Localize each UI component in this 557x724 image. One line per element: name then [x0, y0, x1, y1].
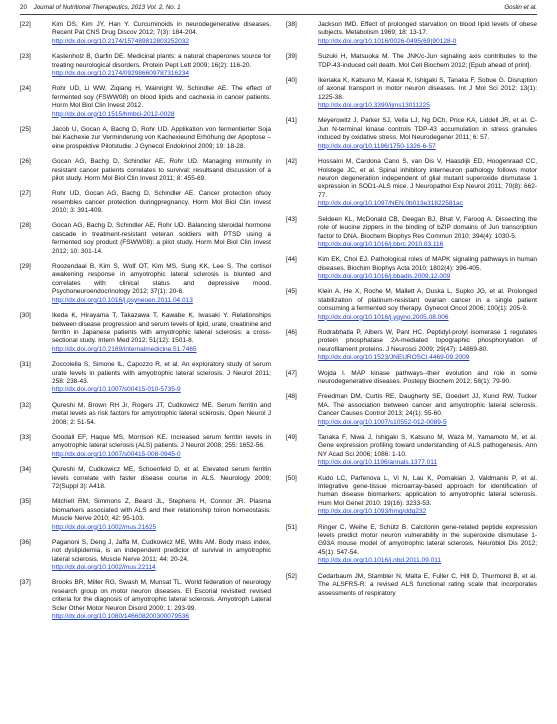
reference-item [20, 434, 271, 459]
reference-item [20, 312, 271, 354]
reference-text: Ikenaka K, Katsuno M, Kawai K, Ishigaki S, Tanaka F, Sobue G. Disruption of axonal transport in motor neuron diseases. Int J Mol Sci 2012; 13(1): 1225-38. [318, 76, 537, 101]
reference-item [20, 361, 271, 395]
reference-number: [35] [20, 498, 31, 506]
reference-text: Rohr UD, Li WW, Ziqiang H, Wainright W, Schindler AE. The effect of fermented soy (FSWW08) on blood lipids and cachexia in cancer patients. Horm Mol Biol Clin Invest 2012. [52, 85, 271, 110]
header-authors: Goslin et al. [504, 4, 537, 11]
reference-number: [46] [286, 328, 297, 336]
doi-link[interactable]: http://dx.doi.org/10.1016/j.nbd.2011.09.011 [318, 557, 441, 565]
reference-item [20, 222, 271, 256]
reference-item [286, 117, 537, 151]
reference-text: Gocan AG, Bachg D, Schindler AE, Rohr UD. Managing immunity in resistant cancer patients correlates to survival: resultsand discussion of a pilot study. Horm Mol Biol Clin Invest 2011; 8: 455-69. [52, 158, 271, 182]
reference-item [286, 21, 537, 46]
doi-link[interactable]: http://dx.doi.org/10.1002/mus.22114 [52, 564, 156, 572]
reference-number: [32] [20, 401, 31, 409]
reference-text: Kudo LC, Parfenova L, Vi N, Lau K, Pomakian J, Valdmanis P, et al. Integrative gene-tissue microarray-based approach for identification of human disease biomarkers: application to amyotrophic lateral sclerosis. Hum Mol Genet 2010; 19(16): 3233-53. [318, 474, 537, 507]
doi-link[interactable]: http://dx.doi.org/10.2174/092986609787316234 [52, 70, 189, 78]
doi-link[interactable]: http://dx.doi.org/10.1097/NEN.0b013e31822581ac [318, 200, 463, 208]
reference-text: Freedman DM, Curtis RE, Daugherty SE, Goedert JJ, Kuncl RW, Tucker MA. The association between cancer and amyotrophic lateral sclerosis. Cancer Causes Control 2013; 24(1): 55-60. [318, 393, 537, 418]
reference-text: Rohr UD, Gocan AG, Bachg D, Schindler AE. Cancer protection ofsoy resembles cancer protection duringpregnancy. Horm Mol Biol Clin Invest 2010; 3: 391-409. [52, 190, 271, 215]
doi-link[interactable]: http://dx.doi.org/10.1016/j.psyneuen.2011.04.013 [52, 296, 193, 304]
reference-text: Seldeen KL, McDonald CB, Deegan BJ, Bhat V, Farooq A. Dissecting the role of leucine zippers in the binding of bZIP domains of Jun transcription factor to DNA. Biochem Biophys Res Commun 2010; 394(4): 1030-5. [318, 215, 537, 240]
reference-number: [47] [286, 369, 297, 377]
doi-link[interactable]: http://dx.doi.org/10.1016/0026-0495(69)90128-0 [318, 37, 457, 45]
reference-text: Brooks BR, Miller RG, Swash M, Munsat TL. World federation of neurology research group on motor neuron diseases. El Escorial revisited: revised criteria for the diagnosis of amyotrophic lateral sclerosis. Amyotroph Lateral Scler Other Motor Neuron Disord 2000; 1: 293-99. [52, 579, 271, 612]
doi-link[interactable]: http://dx.doi.org/10.1186/1750-1326-6-57 [318, 142, 436, 150]
reference-item [20, 498, 271, 532]
doi-link[interactable]: http://dx.doi.org/10.1196/annals.1377.011 [318, 459, 438, 467]
reference-item [286, 434, 537, 468]
reference-item [20, 466, 271, 491]
reference-text: Paganoni S, Deng J, Jaffa M, Cudkowicz ME, Wills AM. Body mass index, not dyslipidemia, is an independent predictor of survival in amyotrophic lateral sclerosis. Muscle Nerve 2011; 44: 20-24. [52, 538, 271, 563]
reference-number: [42] [286, 158, 297, 166]
reference-number: [43] [286, 215, 297, 223]
reference-number: [45] [286, 288, 297, 296]
reference-text: Tanaka F, Niwa J, Ishigaki S, Katsuno M, Waza M, Yamamoto M, et al. Gene expression profiling toward understanding of ALS pathogenesis. Ann NY Acad Sci 2006; 1086: 1-10. [318, 433, 537, 458]
reference-number: [27] [20, 190, 31, 198]
reference-text: Gocan AG, Bachg D, Schindler AE, Rohr UD. Balancing steroidal hormone cascade in treatment-resistant veteran soldiers with PTSD using a fermented soy product (FSWW08): a pilot study. Horm Mol Biol Clin Invest 2012; 10: 301-14. [52, 222, 271, 255]
running-header [20, 3, 537, 13]
reference-item [286, 288, 537, 322]
reference-text: Klein A, He X, Roche M, Mallett A, Duska L, Supko JG, et al. Prolonged stabilization of platinum-resistant ovarian cancer in a single patient consuming a fermented soy therapy. Gynecol Oncol 2006; 100(1): 205-9. [318, 288, 537, 313]
reference-text: Ringer C, Weihe E, Schütz B. Calcitonin gene-related peptide expression levels predict motor neuron vulnerability in the superoxide dismutase 1-G93A mouse model of amyotrophic lateral sclerosis. Neurobiol Dis 2012; 45(1): 547-54. [318, 523, 537, 556]
reference-column-right [286, 21, 537, 605]
reference-item [286, 77, 537, 111]
journal-title: Journal of Nutritional Therapeutics, 2013 Vol. 2, No. 1 [33, 4, 181, 11]
reference-text: Zoccolella S, Simone IL, Capozzo R, et al. An exploratory study of serum urate levels in patients with amyotrophic lateral sclerosis. J Neurol 2011; 258: 238-43. [52, 361, 271, 386]
reference-item [20, 579, 271, 621]
reference-text: Meyerowitz J, Parker SJ, Vella LJ, Ng DCh, Price KA, Liddell JR, et al. C-Jun N-terminal kinase controls TDP-43 accumulation in stress granules induced by oxidative stress. Mol Neurodegener 2011; 6: 57. [318, 117, 537, 142]
reference-item [286, 573, 537, 598]
reference-item [286, 256, 537, 281]
reference-text: Suzuki H, Matsuoka M. The JNK/c-Jun signaling axis contributes to the TDP-43-induced cell death. Mol Cell Biochem 2012; [Epub ahead of print]. [318, 53, 537, 69]
reference-text: Hossaini M, Cardona Cano S, van Dis V, Haasdijk ED, Hoogenraad CC, Holstege JC, et al. Spinal inhibitory interneuron pathology follows motor neuron degeneration independent of glial mutant superoxide dismutase 1 expression in SOD1-ALS mice. J Neuropathol Exp Neurol 2011; 70(8): 662-77. [318, 158, 537, 199]
reference-number: [31] [20, 361, 31, 369]
reference-number: [28] [20, 222, 31, 230]
doi-link[interactable]: http://dx.doi.org/10.1523/JNEUROSCI.4469-09.2009 [318, 354, 470, 362]
reference-number: [34] [20, 466, 31, 474]
reference-number: [24] [20, 85, 31, 93]
doi-link[interactable]: http://dx.doi.org/10.1016/j.bbadis.2009.12.009 [318, 273, 451, 281]
reference-item [20, 539, 271, 573]
reference-text: Qureshi M, Cudkowicz ME, Schoenfeld D, et al. Elevated serum ferritin levels correlate with faster disease course in ALS. Neurology 2009; 72(Suppl 3): A418. [52, 466, 271, 490]
reference-text: Wojda I. MAP kinase pathways--their evolution and role in some neurodegenerative diseases. Postepy Biochem 2012; 58(1): 79-90. [318, 369, 537, 386]
doi-link[interactable]: http://dx.doi.org/10.1515/hmbci-2012-0028 [52, 110, 175, 118]
reference-item [20, 85, 271, 119]
doi-link[interactable]: http://dx.doi.org/10.1093/hmg/ddq232 [318, 508, 427, 516]
reference-item [20, 402, 271, 427]
doi-link[interactable]: http://dx.doi.org/10.1007/s10552-012-0089-5 [318, 418, 447, 426]
reference-number: [26] [20, 158, 31, 166]
reference-item [286, 524, 537, 566]
reference-text: Jackson IMD. Effect of prolonged starvation on blood lipid levels of obese subjects. Metabolism 1969; 18: 13-17. [318, 21, 537, 37]
reference-item [20, 190, 271, 215]
reference-item [20, 53, 271, 78]
reference-number: [38] [286, 21, 297, 28]
reference-item [20, 21, 271, 46]
doi-link[interactable]: http://dx.doi.org/10.1007/s00415-008-0945-0 [52, 450, 181, 458]
reference-number: [50] [286, 474, 297, 482]
doi-link[interactable]: http://dx.doi.org/10.1016/j.ygyno.2005.08.006 [318, 313, 449, 321]
doi-link[interactable]: http://dx.doi.org/10.2169/internalmedicine.51.7465 [52, 345, 197, 353]
doi-link[interactable]: http://dx.doi.org/10.1007/s00415-010-5735-9 [52, 386, 181, 394]
reference-item [286, 216, 537, 250]
page-number: 20 [20, 4, 27, 11]
reference-text: Mitchell RM, Simmons Z, Beard JL, Stephens H, Connor JR. Plasma biomarkers associated with ALS and their relationship toiron homeostasis. Muscle Nerve 2010; 42: 95-103. [52, 498, 271, 523]
reference-text: Kastenholz B, Garfin DE. Medicinal plants: a natural chaperones source for treating neurological disorders. Protein Pept Lett 2009; 16(2): 116-20. [52, 53, 271, 69]
reference-number: [41] [286, 117, 297, 125]
reference-number: [51] [286, 523, 297, 531]
reference-number: [48] [286, 393, 297, 401]
reference-text: Jacob U, Gocan A, Bachg D, Rohr UD. Applikation von fermentierter Soja bei Kachexie zur Verminderung von Kachexieund Erhöhung der Apoptose – eine prospektive Pilotstudie. J Gynecol Endokrinol 2009; 19: 18-28. [52, 125, 271, 150]
reference-item [286, 329, 537, 363]
reference-number: [40] [286, 76, 297, 84]
doi-link[interactable]: http://dx.doi.org/10.2174/157489812803252032 [52, 37, 189, 45]
reference-item [20, 126, 271, 151]
reference-text: Kim DS, Kim JY, Han Y. Curcuminoids in neurodegenerative diseases. Recent Pat CNS Drug Discov 2012; 7(3): 184-204. [52, 21, 271, 37]
reference-number: [37] [20, 579, 31, 587]
reference-number: [25] [20, 125, 31, 133]
reference-text: Cedarbaum JM, Stambler N, Malta E, Fuller C, Hilt D, Thurmond B, et al. The ALSFRS-R: a revised ALS functional rating scale that incorporates assessments of respiratory [318, 572, 537, 597]
reference-text: Goodall EF, Haque MS, Morrison KE. Increased serum ferritin levels in amyotrophic lateral sclerosis (ALS) patients. J Neurol 2008; 255: 1652-56. [52, 433, 271, 450]
reference-item [20, 158, 271, 183]
header-rule [20, 14, 537, 15]
reference-text: Ikeda K, Hirayama T, Takazawa T, Kawabe K, Iwasaki Y. Relationships between disease progression and serum levels of lipid, urate, creatinine and ferritin in Japanese patients with amyotrophic lateral sclerosis: a cross-sectional study. Intern Med 2012; 51(12): 1501-8. [52, 312, 271, 345]
reference-number: [33] [20, 433, 31, 441]
reference-number: [36] [20, 538, 31, 546]
doi-link[interactable]: http://dx.doi.org/10.1016/j.bbrc.2010.03.116 [318, 240, 444, 248]
reference-number: [30] [20, 312, 31, 320]
reference-number: [23] [20, 53, 31, 61]
reference-text: Qureshi M, Brown RH Jr, Rogers JT, Cudkowicz ME. Serum ferritin and metal levels as risk factors for amyotrophic lateral sclerosis. Open Neurol J 2008; 2: 51-54. [52, 401, 271, 426]
reference-item [286, 158, 537, 209]
reference-text: Roozendaal B, Kim S, Wolf OT, Kim MS, Sung KK, Lee S. The cortisol awakening response in amyotrophic lateral sclerosis is blunted and correlates with clinical status and depressive mood. Psychoneuroendocrinology 2012; 37(1): 20-6. [52, 263, 271, 296]
reference-text: Rudrabhatla P, Albers W, Pant HC. Peptidyl-prolyl isomerase 1 regulates protein phosphatase 2A-mediated topographic phosphorylation of neurofilament proteins. J Neurosci 2009; 29(47): 14869-80. [318, 328, 537, 353]
reference-number: [22] [20, 21, 31, 28]
reference-item [286, 53, 537, 70]
reference-number: [44] [286, 256, 297, 264]
reference-item [286, 393, 537, 427]
doi-link[interactable]: http://dx.doi.org/10.1080/146608200300079536 [52, 613, 189, 621]
reference-number: [52] [286, 572, 297, 580]
reference-item [286, 475, 537, 517]
reference-column-left [20, 21, 271, 628]
reference-item [286, 370, 537, 387]
reference-text: Kim EK, Choi EJ. Pathological roles of MAPK signaling pathways in human diseases. Biochim Biophys Acta 2010; 1802(4): 396-405. [318, 256, 537, 272]
doi-link[interactable]: http://dx.doi.org/10.3390/ijms13011225 [318, 102, 430, 110]
reference-number: [49] [286, 433, 297, 441]
reference-item [20, 263, 271, 305]
reference-number: [39] [286, 53, 297, 61]
doi-link[interactable]: http://dx.doi.org/10.1002/mus.21625 [52, 523, 157, 531]
reference-number: [29] [20, 263, 31, 270]
